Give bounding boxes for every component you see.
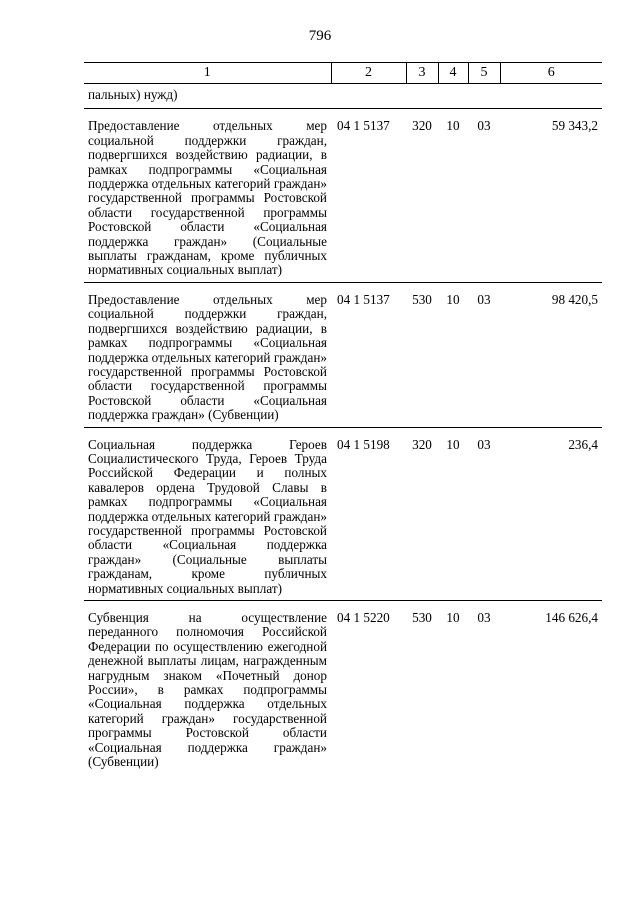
row-col-5: 03 — [468, 427, 500, 600]
budget-table — [84, 62, 602, 773]
row-description: Предоставление отдельных мер социальной поддержки граждан, подвергшихся воздействию радиации, в рамках подпрограммы «Социальная поддержка отдельных категорий граждан» государственной программы Ростовской области государственной программы Ростовской области «Социальная поддержка граждан» (Субвенции) — [84, 282, 331, 427]
page-number: 796 — [308, 28, 332, 44]
row-description: Социальная поддержка Героев Социалистического Труда, Героев Труда Российской Федерации и полных кавалеров ордена Трудовой Славы в рамках подпрограммы «Социальная поддержка отдельных категорий граждан» государственной программы Ростовской области «Социальная поддержка граждан» (Социальные выплаты гражданам, кроме публичных нормативных социальных выплат) — [84, 427, 331, 600]
row-amount: 146 626,4 — [545, 610, 598, 625]
row-code: 04 1 5220 — [337, 610, 390, 625]
table-row — [84, 427, 602, 600]
header-row — [84, 63, 602, 84]
row-col-4: 10 — [446, 610, 460, 625]
row-col-5: 03 — [468, 109, 500, 282]
row-code: 04 1 5198 — [331, 427, 406, 600]
continuation-row — [84, 84, 602, 109]
row-col-3: 530 — [406, 282, 438, 427]
header-col-2: 2 — [331, 63, 406, 84]
table-row — [84, 109, 602, 282]
row-description: Субвенция на осуществление переданного полномочия Российской Федерации по осуществлению ежегодной денежной выплаты лицам, награжденным нагрудным знаком «Почетный донор России», в рамках подпрограммы «Социальная поддержка отдельных категорий граждан» государственной программы Ростовской области «Социальная поддержка граждан» (Субвенции) — [88, 610, 327, 770]
row-col-4: 10 — [438, 282, 468, 427]
row-amount: 236,4 — [500, 427, 602, 600]
table-row — [84, 601, 602, 774]
row-col-5: 03 — [477, 610, 491, 625]
row-code: 04 1 5137 — [331, 282, 406, 427]
header-col-4: 4 — [438, 63, 468, 84]
row-code: 04 1 5137 — [331, 109, 406, 282]
header-col-6: 6 — [500, 63, 602, 84]
header-col-5: 5 — [468, 63, 500, 84]
row-amount: 59 343,2 — [500, 109, 602, 282]
row-col-5: 03 — [468, 282, 500, 427]
row-amount: 98 420,5 — [500, 282, 602, 427]
row-col-3: 320 — [406, 109, 438, 282]
row-col-4: 10 — [438, 109, 468, 282]
table-row — [84, 282, 602, 427]
continuation-text: пальных) нужд) — [84, 84, 331, 109]
row-col-4: 10 — [438, 427, 468, 600]
row-col-3: 320 — [406, 427, 438, 600]
row-col-3: 530 — [412, 610, 432, 625]
row-description: Предоставление отдельных мер социальной поддержки граждан, подвергшихся воздействию радиации, в рамках подпрограммы «Социальная поддержка отдельных категорий граждан» государственной программы Ростовской области государственной программы Ростовской области «Социальная поддержка граждан» (Социальные выплаты гражданам, кроме публичных нормативных социальных выплат) — [84, 109, 331, 282]
header-col-1: 1 — [84, 63, 331, 84]
header-col-3: 3 — [406, 63, 438, 84]
